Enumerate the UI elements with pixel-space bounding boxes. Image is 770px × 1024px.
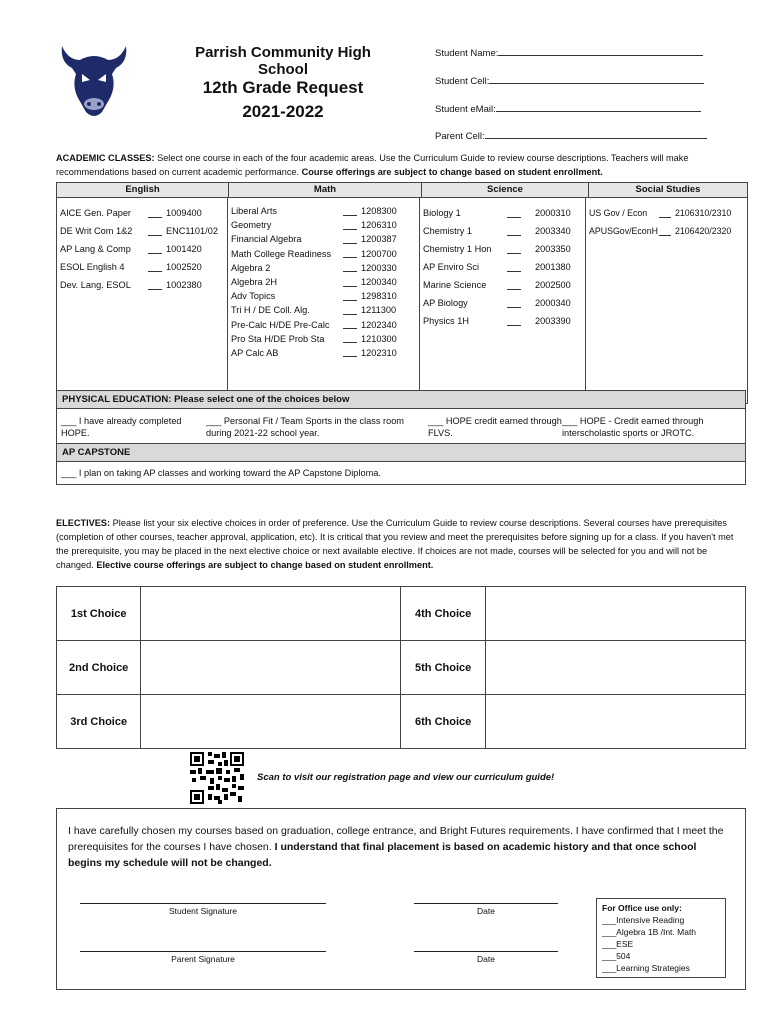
course-row[interactable]: Chemistry 1 2003340	[423, 226, 571, 236]
student-name-field[interactable]: Student Name:	[435, 46, 703, 59]
office-item: ___ESE	[602, 939, 634, 949]
course-row[interactable]: Tri H / DE Coll. Alg. 1211300	[231, 305, 397, 316]
course-row[interactable]: Physics 1H 2003390	[423, 316, 571, 326]
parent-signature-line[interactable]: Parent Signature	[80, 951, 326, 964]
course-row[interactable]: Geometry 1206310	[231, 220, 397, 231]
english-header: English	[57, 183, 229, 197]
course-row[interactable]: ESOL English 4 1002520	[60, 262, 202, 272]
course-row[interactable]: Financial Algebra 1200387	[231, 234, 397, 245]
course-row[interactable]: Algebra 2 1200330	[231, 262, 397, 273]
choice-2-label: 2nd Choice	[57, 641, 141, 695]
course-row[interactable]: Liberal Arts 1208300	[231, 206, 397, 217]
pe-option-hope-completed[interactable]: ___ I have already completed HOPE.	[61, 416, 182, 438]
choice-1-input[interactable]	[141, 587, 401, 641]
choice-4-input[interactable]	[485, 587, 745, 641]
office-item: ___504	[602, 951, 631, 961]
social-header: Social Studies	[635, 184, 701, 195]
choice-3-input[interactable]	[141, 695, 401, 749]
qr-code-icon[interactable]	[190, 752, 244, 804]
pe-option-sports-jrotc[interactable]: ___ HOPE - Credit earned through interscholastic sports or JROTC.	[562, 416, 704, 438]
choice-3-label: 3rd Choice	[57, 695, 141, 749]
form-title: 12th Grade Request	[202, 78, 364, 97]
course-row[interactable]: Math College Readiness 1200700	[231, 248, 397, 259]
pe-section	[56, 390, 746, 485]
office-item: ___Learning Strategies	[602, 963, 690, 973]
course-row[interactable]: US Gov / Econ 2106310/2310	[589, 208, 732, 218]
parent-date-line[interactable]: Date	[414, 951, 558, 964]
course-row[interactable]: Dev. Lang. ESOL 1002380	[60, 280, 202, 290]
course-row[interactable]: Algebra 2H 1200340	[231, 277, 397, 288]
choice-6-label: 6th Choice	[401, 695, 485, 749]
course-row[interactable]: Pre-Calc H/DE Pre-Calc 1202340	[231, 319, 397, 330]
office-use-box	[596, 898, 726, 978]
course-row[interactable]: AP Enviro Sci 2001380	[423, 262, 571, 272]
course-row[interactable]: Pro Sta H/DE Prob Sta 1210300	[231, 333, 397, 344]
office-item: ___Intensive Reading	[602, 915, 685, 925]
student-date-line[interactable]: Date	[414, 903, 558, 916]
course-row[interactable]: Chemistry 1 Hon 2003350	[423, 244, 571, 254]
math-header: Math	[229, 183, 422, 197]
certification-text: I have carefully chosen my courses based on graduation, college entrance, and Bright Futures requirements. I have confirmed that I meet the prerequisites for the courses I have chosen. I understand that final placement is based on academic history and that once school begins my schedule will not be changed.	[68, 825, 724, 869]
course-row[interactable]: AICE Gen. Paper 1009400	[60, 208, 202, 218]
choice-1-label: 1st Choice	[57, 587, 141, 641]
electives-intro: ELECTIVES: Please list your six elective choices in order of preference. Use the Curriculum Guide to review course descriptions. Several courses have prerequisites (completion of other courses, teacher approval, application, etc). It is critical that you review and meet the prerequisites before signing up for a class. If you haven't met the prerequisite, you may be placed in the next elective choice or next available elective. If choices are not made, courses will be selected for you and will not be changed. Elective course offerings are subject to change based on student enrollment.	[56, 518, 734, 570]
pe-heading: PHYSICAL EDUCATION: Please select one of the choices below	[57, 391, 745, 409]
scan-caption: Scan to visit our registration page and view our curriculum guide!	[257, 772, 555, 783]
school-name: Parrish Community High School	[195, 44, 371, 78]
elective-choices-table	[56, 586, 746, 749]
office-title: For Office use only:	[602, 903, 682, 913]
bull-logo	[58, 40, 130, 120]
school-year: 2021-2022	[242, 102, 324, 121]
social-studies-column	[586, 198, 747, 403]
ap-capstone-option[interactable]: ___ I plan on taking AP classes and working toward the AP Capstone Diploma.	[61, 468, 381, 478]
science-column	[420, 198, 586, 403]
course-row[interactable]: Marine Science 2002500	[423, 280, 571, 290]
office-item: ___Algebra 1B /Int. Math	[602, 927, 697, 937]
course-row[interactable]: Adv Topics 1298310	[231, 291, 397, 302]
course-row[interactable]: Biology 1 2000310	[423, 208, 571, 218]
science-header: Science	[422, 183, 589, 197]
math-column	[228, 198, 420, 403]
course-row[interactable]: APUSGov/EconH 2106420/2320	[589, 226, 732, 236]
pe-option-flvs[interactable]: ___ HOPE credit earned through FLVS.	[428, 416, 562, 438]
choice-5-input[interactable]	[485, 641, 745, 695]
choice-4-label: 4th Choice	[401, 587, 485, 641]
academic-grid	[56, 182, 748, 404]
english-column	[57, 198, 228, 403]
pe-option-personal-fit[interactable]: ___ Personal Fit / Team Sports in the class room during 2021-22 school year.	[206, 416, 404, 438]
academic-intro: ACADEMIC CLASSES: Select one course in each of the four academic areas. Use the Curriculum Guide to review course descriptions. Teachers will make recommendations based on current academic performance. Course offerings are subject to change based on student enrollment.	[56, 153, 689, 177]
student-signature-line[interactable]: Student Signature	[80, 903, 326, 916]
course-row[interactable]: DE Writ Com 1&2 ENC1101/02	[60, 226, 218, 236]
choice-2-input[interactable]	[141, 641, 401, 695]
course-row[interactable]: AP Biology 2000340	[423, 298, 571, 308]
course-row[interactable]: AP Lang & Comp 1001420	[60, 244, 202, 254]
choice-5-label: 5th Choice	[401, 641, 485, 695]
course-row[interactable]: AP Calc AB 1202310	[231, 347, 397, 358]
student-cell-field[interactable]: Student Cell:	[435, 74, 704, 87]
parent-cell-field[interactable]: Parent Cell:	[435, 129, 707, 142]
student-email-field[interactable]: Student eMail:	[435, 102, 701, 115]
ap-heading: AP CAPSTONE	[57, 443, 745, 462]
choice-6-input[interactable]	[485, 695, 745, 749]
